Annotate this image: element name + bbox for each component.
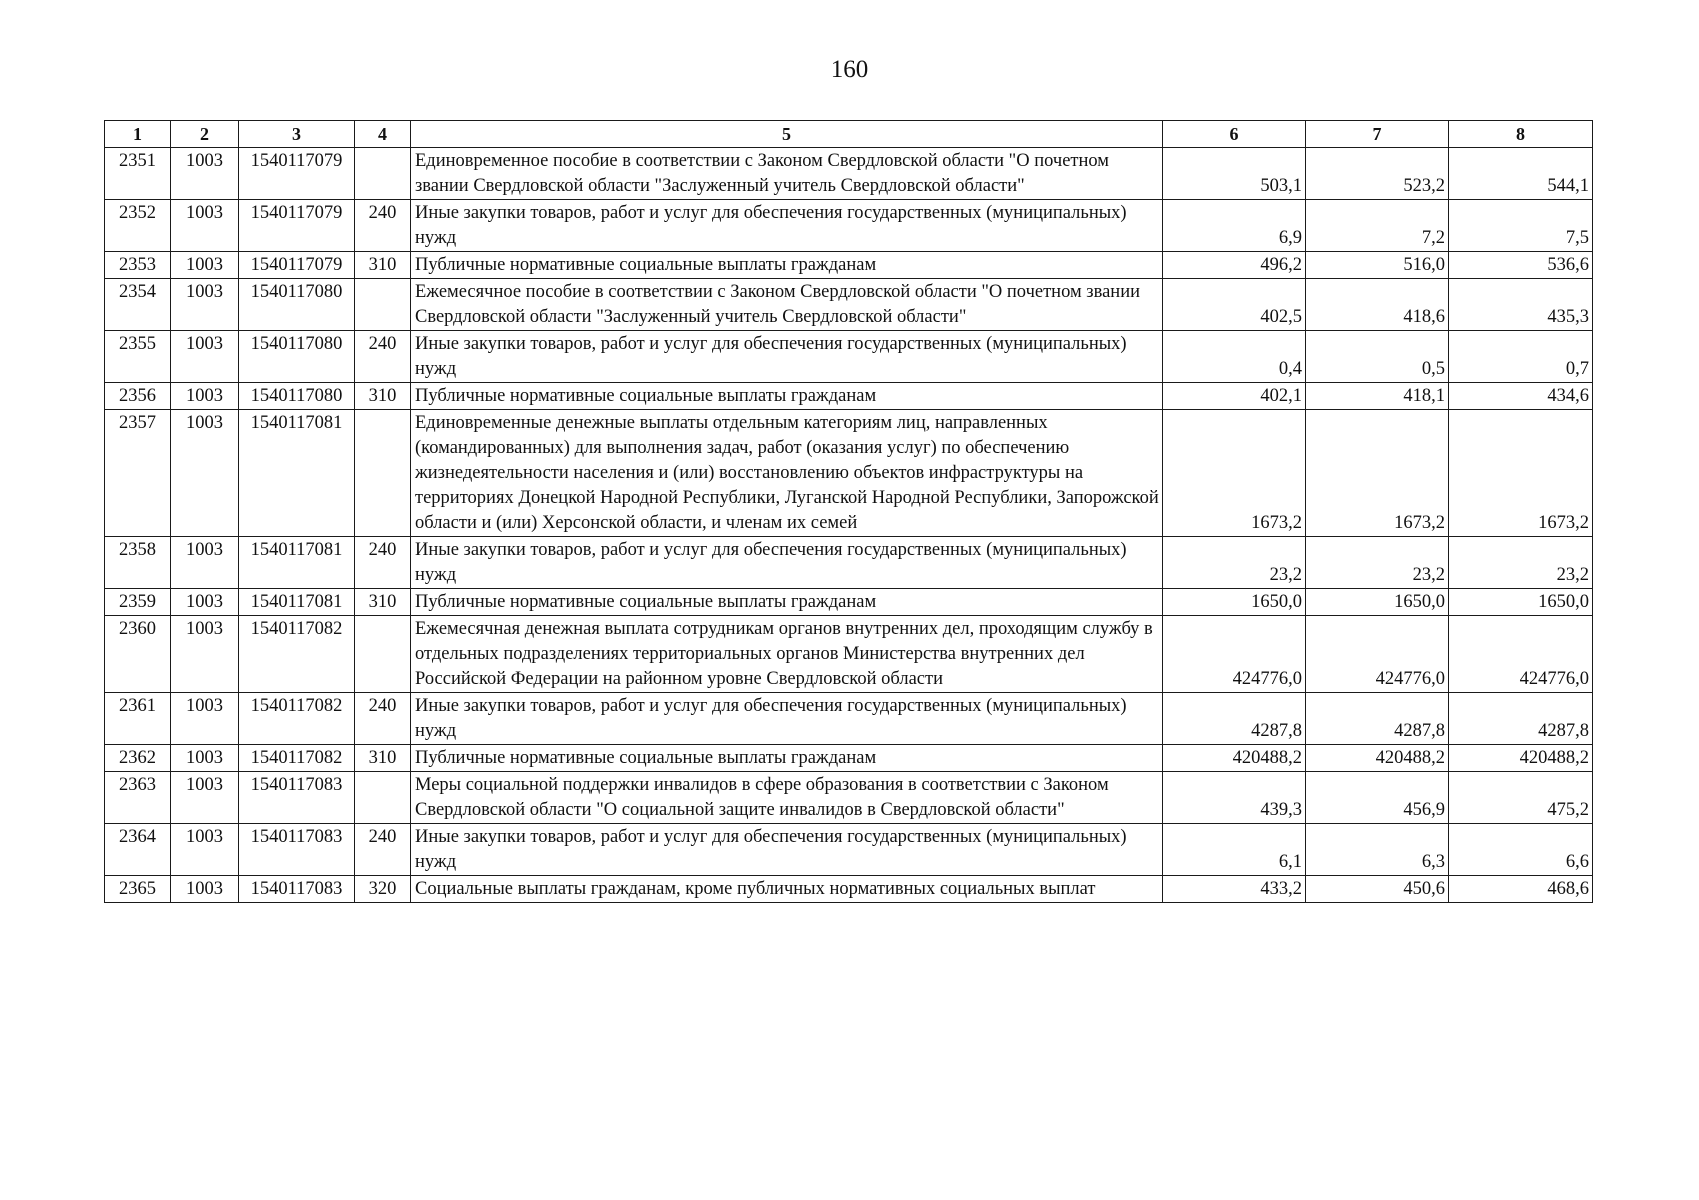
amount-cell-col8: 4287,8 bbox=[1449, 693, 1593, 745]
amount-cell-col6: 503,1 bbox=[1163, 148, 1306, 200]
column-header: 1 bbox=[105, 121, 171, 148]
expense-type-cell: 320 bbox=[355, 876, 411, 903]
target-article-cell: 1540117080 bbox=[239, 383, 355, 410]
amount-cell-col6: 1650,0 bbox=[1163, 589, 1306, 616]
expense-type-cell bbox=[355, 616, 411, 693]
amount-cell-col6: 420488,2 bbox=[1163, 745, 1306, 772]
amount-cell-col7: 450,6 bbox=[1306, 876, 1449, 903]
target-article-cell: 1540117082 bbox=[239, 616, 355, 693]
section-code-cell: 1003 bbox=[171, 279, 239, 331]
amount-cell-col8: 435,3 bbox=[1449, 279, 1593, 331]
target-article-cell: 1540117081 bbox=[239, 410, 355, 537]
amount-cell-col7: 418,1 bbox=[1306, 383, 1449, 410]
section-code-cell: 1003 bbox=[171, 824, 239, 876]
section-code-cell: 1003 bbox=[171, 589, 239, 616]
name-cell: Публичные нормативные социальные выплаты гражданам bbox=[411, 252, 1163, 279]
row-number-cell: 2359 bbox=[105, 589, 171, 616]
table-body bbox=[105, 148, 1593, 903]
section-code-cell: 1003 bbox=[171, 252, 239, 279]
expense-type-cell bbox=[355, 279, 411, 331]
amount-cell-col6: 433,2 bbox=[1163, 876, 1306, 903]
name-cell: Публичные нормативные социальные выплаты гражданам bbox=[411, 745, 1163, 772]
expense-type-cell: 240 bbox=[355, 331, 411, 383]
column-header: 4 bbox=[355, 121, 411, 148]
section-code-cell: 1003 bbox=[171, 693, 239, 745]
amount-cell-col6: 439,3 bbox=[1163, 772, 1306, 824]
section-code-cell: 1003 bbox=[171, 616, 239, 693]
section-code-cell: 1003 bbox=[171, 745, 239, 772]
amount-cell-col7: 424776,0 bbox=[1306, 616, 1449, 693]
table-row bbox=[105, 772, 1593, 824]
amount-cell-col8: 1673,2 bbox=[1449, 410, 1593, 537]
expense-type-cell: 240 bbox=[355, 537, 411, 589]
target-article-cell: 1540117083 bbox=[239, 824, 355, 876]
name-cell: Единовременное пособие в соответствии с Законом Свердловской области "О почетном звании Свердловской области "Заслуженный учитель Свердловской области" bbox=[411, 148, 1163, 200]
column-header: 7 bbox=[1306, 121, 1449, 148]
amount-cell-col8: 7,5 bbox=[1449, 200, 1593, 252]
name-cell: Ежемесячная денежная выплата сотрудникам органов внутренних дел, проходящим службу в отдельных подразделениях территориальных органов Министерства внутренних дел Российской Федерации на районном уровне Свердловской области bbox=[411, 616, 1163, 693]
amount-cell-col8: 434,6 bbox=[1449, 383, 1593, 410]
amount-cell-col8: 0,7 bbox=[1449, 331, 1593, 383]
expense-type-cell: 310 bbox=[355, 589, 411, 616]
amount-cell-col6: 1673,2 bbox=[1163, 410, 1306, 537]
name-cell: Публичные нормативные социальные выплаты гражданам bbox=[411, 383, 1163, 410]
amount-cell-col7: 456,9 bbox=[1306, 772, 1449, 824]
target-article-cell: 1540117083 bbox=[239, 876, 355, 903]
target-article-cell: 1540117080 bbox=[239, 279, 355, 331]
name-cell: Социальные выплаты гражданам, кроме публичных нормативных социальных выплат bbox=[411, 876, 1163, 903]
row-number-cell: 2354 bbox=[105, 279, 171, 331]
row-number-cell: 2362 bbox=[105, 745, 171, 772]
amount-cell-col6: 4287,8 bbox=[1163, 693, 1306, 745]
amount-cell-col7: 7,2 bbox=[1306, 200, 1449, 252]
name-cell: Иные закупки товаров, работ и услуг для обеспечения государственных (муниципальных) нужд bbox=[411, 200, 1163, 252]
table-row bbox=[105, 616, 1593, 693]
name-cell: Ежемесячное пособие в соответствии с Законом Свердловской области "О почетном звании Свердловской области "Заслуженный учитель Свердловской области" bbox=[411, 279, 1163, 331]
amount-cell-col6: 23,2 bbox=[1163, 537, 1306, 589]
target-article-cell: 1540117080 bbox=[239, 331, 355, 383]
column-header: 8 bbox=[1449, 121, 1593, 148]
expense-type-cell: 240 bbox=[355, 693, 411, 745]
amount-cell-col6: 402,1 bbox=[1163, 383, 1306, 410]
name-cell: Меры социальной поддержки инвалидов в сфере образования в соответствии с Законом Свердловской области "О социальной защите инвалидов в Свердловской области" bbox=[411, 772, 1163, 824]
section-code-cell: 1003 bbox=[171, 876, 239, 903]
table-row bbox=[105, 589, 1593, 616]
table-row bbox=[105, 410, 1593, 537]
amount-cell-col8: 6,6 bbox=[1449, 824, 1593, 876]
budget-table bbox=[104, 120, 1593, 903]
row-number-cell: 2361 bbox=[105, 693, 171, 745]
column-header: 5 bbox=[411, 121, 1163, 148]
amount-cell-col8: 536,6 bbox=[1449, 252, 1593, 279]
row-number-cell: 2363 bbox=[105, 772, 171, 824]
target-article-cell: 1540117081 bbox=[239, 589, 355, 616]
target-article-cell: 1540117079 bbox=[239, 148, 355, 200]
amount-cell-col8: 544,1 bbox=[1449, 148, 1593, 200]
amount-cell-col8: 420488,2 bbox=[1449, 745, 1593, 772]
table-row bbox=[105, 200, 1593, 252]
row-number-cell: 2364 bbox=[105, 824, 171, 876]
amount-cell-col7: 23,2 bbox=[1306, 537, 1449, 589]
expense-type-cell: 310 bbox=[355, 745, 411, 772]
amount-cell-col7: 0,5 bbox=[1306, 331, 1449, 383]
section-code-cell: 1003 bbox=[171, 148, 239, 200]
page-number: 160 bbox=[830, 56, 869, 83]
target-article-cell: 1540117082 bbox=[239, 745, 355, 772]
column-header: 6 bbox=[1163, 121, 1306, 148]
section-code-cell: 1003 bbox=[171, 331, 239, 383]
amount-cell-col6: 496,2 bbox=[1163, 252, 1306, 279]
amount-cell-col6: 402,5 bbox=[1163, 279, 1306, 331]
header-row bbox=[105, 121, 1593, 148]
section-code-cell: 1003 bbox=[171, 200, 239, 252]
name-cell: Иные закупки товаров, работ и услуг для обеспечения государственных (муниципальных) нужд bbox=[411, 537, 1163, 589]
row-number-cell: 2353 bbox=[105, 252, 171, 279]
table-row bbox=[105, 279, 1593, 331]
table-row bbox=[105, 148, 1593, 200]
target-article-cell: 1540117081 bbox=[239, 537, 355, 589]
amount-cell-col7: 1650,0 bbox=[1306, 589, 1449, 616]
target-article-cell: 1540117082 bbox=[239, 693, 355, 745]
expense-type-cell: 240 bbox=[355, 824, 411, 876]
section-code-cell: 1003 bbox=[171, 383, 239, 410]
row-number-cell: 2351 bbox=[105, 148, 171, 200]
target-article-cell: 1540117079 bbox=[239, 200, 355, 252]
expense-type-cell bbox=[355, 148, 411, 200]
amount-cell-col8: 424776,0 bbox=[1449, 616, 1593, 693]
expense-type-cell: 240 bbox=[355, 200, 411, 252]
target-article-cell: 1540117083 bbox=[239, 772, 355, 824]
name-cell: Иные закупки товаров, работ и услуг для обеспечения государственных (муниципальных) нужд bbox=[411, 693, 1163, 745]
row-number-cell: 2360 bbox=[105, 616, 171, 693]
name-cell: Иные закупки товаров, работ и услуг для обеспечения государственных (муниципальных) нужд bbox=[411, 824, 1163, 876]
table-row bbox=[105, 537, 1593, 589]
row-number-cell: 2365 bbox=[105, 876, 171, 903]
table-header bbox=[105, 121, 1593, 148]
expense-type-cell bbox=[355, 772, 411, 824]
table-row bbox=[105, 693, 1593, 745]
amount-cell-col7: 4287,8 bbox=[1306, 693, 1449, 745]
table-row bbox=[105, 252, 1593, 279]
amount-cell-col6: 6,1 bbox=[1163, 824, 1306, 876]
target-article-cell: 1540117079 bbox=[239, 252, 355, 279]
row-number-cell: 2352 bbox=[105, 200, 171, 252]
table-row bbox=[105, 745, 1593, 772]
table-row bbox=[105, 876, 1593, 903]
amount-cell-col6: 6,9 bbox=[1163, 200, 1306, 252]
name-cell: Единовременные денежные выплаты отдельным категориям лиц, направленных (командированных) для выполнения задач, работ (оказания услуг) по обеспечению жизнедеятельности населения и (или) восстановлению объектов инфраструктуры на территориях Донецкой Народной Республики, Луганской Народной Республики, Запорожской области и (или) Херсонской области, и членам их семей bbox=[411, 410, 1163, 537]
row-number-cell: 2355 bbox=[105, 331, 171, 383]
row-number-cell: 2356 bbox=[105, 383, 171, 410]
expense-type-cell bbox=[355, 410, 411, 537]
amount-cell-col8: 1650,0 bbox=[1449, 589, 1593, 616]
amount-cell-col7: 418,6 bbox=[1306, 279, 1449, 331]
section-code-cell: 1003 bbox=[171, 410, 239, 537]
table-row bbox=[105, 383, 1593, 410]
table-row bbox=[105, 824, 1593, 876]
amount-cell-col7: 516,0 bbox=[1306, 252, 1449, 279]
name-cell: Иные закупки товаров, работ и услуг для обеспечения государственных (муниципальных) нужд bbox=[411, 331, 1163, 383]
row-number-cell: 2358 bbox=[105, 537, 171, 589]
amount-cell-col7: 6,3 bbox=[1306, 824, 1449, 876]
amount-cell-col7: 420488,2 bbox=[1306, 745, 1449, 772]
amount-cell-col7: 523,2 bbox=[1306, 148, 1449, 200]
expense-type-cell: 310 bbox=[355, 383, 411, 410]
section-code-cell: 1003 bbox=[171, 537, 239, 589]
amount-cell-col8: 468,6 bbox=[1449, 876, 1593, 903]
amount-cell-col6: 0,4 bbox=[1163, 331, 1306, 383]
table-row bbox=[105, 331, 1593, 383]
amount-cell-col6: 424776,0 bbox=[1163, 616, 1306, 693]
amount-cell-col8: 475,2 bbox=[1449, 772, 1593, 824]
amount-cell-col8: 23,2 bbox=[1449, 537, 1593, 589]
expense-type-cell: 310 bbox=[355, 252, 411, 279]
column-header: 2 bbox=[171, 121, 239, 148]
column-header: 3 bbox=[239, 121, 355, 148]
name-cell: Публичные нормативные социальные выплаты гражданам bbox=[411, 589, 1163, 616]
row-number-cell: 2357 bbox=[105, 410, 171, 537]
section-code-cell: 1003 bbox=[171, 772, 239, 824]
amount-cell-col7: 1673,2 bbox=[1306, 410, 1449, 537]
